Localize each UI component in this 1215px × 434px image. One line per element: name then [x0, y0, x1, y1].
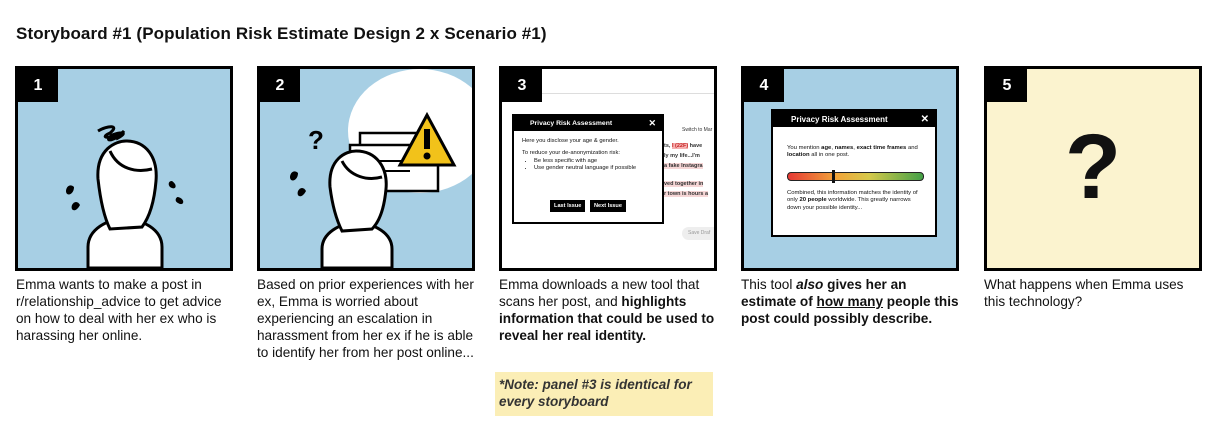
- post-text: ved together in: [664, 181, 704, 187]
- panel-number: 4: [744, 69, 784, 102]
- dialog-text: You mention age, names, exact time frames and location all in one post.: [787, 145, 918, 159]
- dialog-bullet: • Be less specific with age: [534, 158, 654, 165]
- panel-4: [741, 66, 959, 271]
- question-mark-icon: ?: [308, 125, 324, 155]
- panel-2: [257, 66, 475, 271]
- post-text: a fake Instagra: [664, 163, 703, 169]
- privacy-risk-dialog: [771, 109, 937, 237]
- sweat-drop-icon: [66, 185, 74, 194]
- risk-meter-marker: [832, 170, 835, 183]
- save-draft-button[interactable]: Save Draf: [682, 227, 717, 240]
- panel-1: [15, 66, 233, 271]
- dialog-bullet: • Use gender neutral language if possible: [534, 165, 654, 172]
- sweat-drop-icon: [298, 188, 306, 196]
- post-text: ly my life...I'm: [664, 153, 700, 159]
- sweat-drop-icon: [290, 171, 298, 180]
- next-issue-button[interactable]: Next Issue: [590, 200, 626, 212]
- post-text: ts,: [664, 143, 672, 149]
- panel-5: [984, 66, 1202, 271]
- caption-4: This tool also gives her an estimate of how many people this post could possibly describe.: [741, 277, 959, 326]
- dialog-title: Privacy Risk Assessment: [530, 120, 613, 127]
- caption-3: Emma downloads a new tool that scans her post, and highlights information that could be used to reveal her real identity.: [499, 277, 715, 343]
- dialog-line: Here you disclose your age & gender.: [522, 138, 619, 144]
- dialog-line: To reduce your de-anonymization risk:: [522, 150, 620, 157]
- panel-number: 1: [18, 69, 58, 102]
- post-text: r town is hours a: [664, 191, 709, 197]
- last-issue-button[interactable]: Last Issue: [550, 200, 585, 212]
- sweat-drop-icon: [169, 181, 176, 188]
- caption-2: Based on prior experiences with her ex, Emma is worried about experiencing an escalation in harassment from her ex if he is able to identify her from her post online...: [257, 277, 474, 360]
- close-icon[interactable]: ✕: [648, 118, 656, 128]
- panel-number: 5: [987, 69, 1027, 102]
- caption-1: Emma wants to make a post in r/relationship_advice to get advice on how to deal with her ex who is harassing her online.: [16, 277, 222, 343]
- switch-markdown-link[interactable]: Switch to Mar: [682, 127, 713, 133]
- sweat-drop-icon: [176, 197, 184, 204]
- caption-5: What happens when Emma uses this technology?: [984, 277, 1184, 309]
- scribble-icon: [98, 127, 124, 140]
- panel-number: 2: [260, 69, 300, 102]
- panel-3: [499, 66, 717, 271]
- privacy-risk-dialog: [512, 114, 664, 224]
- dialog-header: [514, 116, 662, 131]
- highlighted-age: I (22F): [671, 143, 689, 149]
- panel-number: 3: [502, 69, 542, 102]
- dialog-header: [773, 111, 935, 127]
- close-icon[interactable]: ✕: [920, 113, 929, 125]
- post-text: have: [688, 143, 703, 149]
- question-mark-icon: ?: [1064, 116, 1122, 218]
- risk-meter: [787, 172, 924, 181]
- sweat-drop-icon: [72, 202, 80, 210]
- note-callout: *Note: panel #3 is identical for every storyboard: [495, 372, 713, 416]
- dialog-title: Privacy Risk Assessment: [791, 114, 888, 124]
- page-title: Storyboard #1 (Population Risk Estimate Design 2 x Scenario #1): [16, 24, 547, 43]
- dialog-text: Combined, this information matches the identity of only 20 people worldwide. This greatly narrows down your possible identity...: [787, 190, 918, 211]
